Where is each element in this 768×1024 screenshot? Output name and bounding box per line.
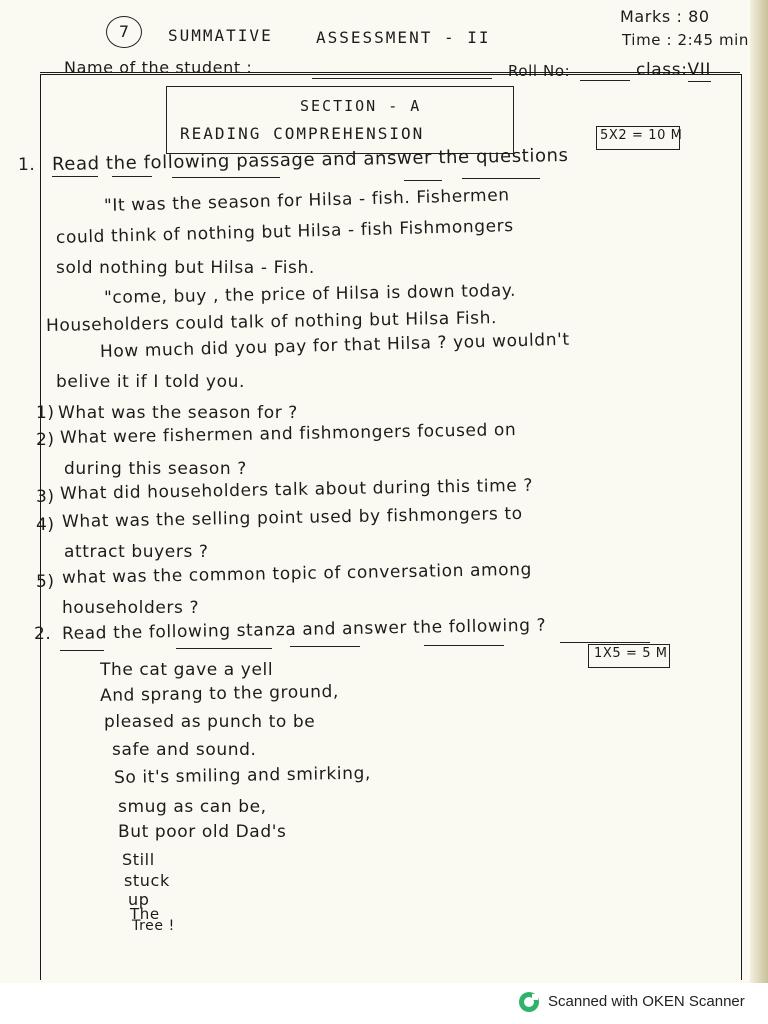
q1-sub-2-line-1: What were fishermen and fishmongers focused on bbox=[59, 420, 517, 448]
underline-answer bbox=[462, 178, 540, 179]
q1-sub-3: What did householders talk about during this time ? bbox=[59, 475, 534, 504]
stanza-line-11: The bbox=[130, 905, 160, 923]
header-rule bbox=[40, 72, 740, 73]
marks-total: Marks : 80 bbox=[620, 7, 710, 26]
underline-the bbox=[112, 176, 152, 177]
page-edge-shadow bbox=[750, 0, 768, 983]
underline-q2-stanza bbox=[290, 646, 360, 647]
q1-number: 1. bbox=[18, 155, 36, 175]
q1-sub-2-num: 2) bbox=[36, 430, 55, 450]
title-left: SUMMATIVE bbox=[168, 26, 273, 45]
q1-instruction: Read the following passage and answer the questions bbox=[51, 144, 569, 175]
q1-sub-3-num: 3) bbox=[36, 487, 55, 507]
stanza-line-6: smug as can be, bbox=[118, 797, 267, 817]
q2-number: 2. bbox=[34, 624, 52, 644]
passage-line-3: sold nothing but Hilsa - Fish. bbox=[56, 258, 315, 278]
passage-line-7: belive it if I told you. bbox=[56, 372, 245, 392]
q1-sub-4-line-2: attract buyers ? bbox=[64, 542, 209, 562]
underline-following bbox=[172, 177, 280, 178]
stanza-line-7: But poor old Dad's bbox=[118, 822, 287, 842]
student-name-label: Name of the student : bbox=[64, 58, 253, 77]
q1-sub-5-line-2: householders ? bbox=[62, 598, 200, 618]
stanza-line-5: So it's smiling and smirking, bbox=[113, 763, 372, 788]
q1-sub-1: What was the season for ? bbox=[58, 403, 298, 423]
q1-sub-5-line-1: what was the common topic of conversation among bbox=[61, 559, 533, 588]
passage-line-2: could think of nothing but Hilsa - fish Fishmongers bbox=[55, 216, 514, 248]
oken-scanner-icon bbox=[518, 991, 540, 1013]
stanza-line-9: stuck bbox=[124, 871, 170, 890]
question-paper-number: 7 bbox=[106, 16, 142, 48]
q1-sub-2-line-2: during this season ? bbox=[64, 459, 247, 479]
underline-and bbox=[404, 180, 442, 181]
q2-instruction: Read the following stanza and answer the following ? bbox=[61, 615, 547, 644]
stanza-line-10: up bbox=[128, 890, 150, 909]
q1-sub-4-num: 4) bbox=[36, 515, 55, 535]
passage-line-6: How much did you pay for that Hilsa ? you wouldn't bbox=[99, 329, 570, 362]
class-label-text: class: bbox=[636, 60, 688, 80]
stanza-line-12: Tree ! bbox=[132, 918, 175, 934]
q1-sub-4-line-1: What was the selling point used by fishmongers to bbox=[61, 503, 523, 532]
underline-q2-read bbox=[60, 650, 104, 651]
underline-q2-following bbox=[176, 648, 272, 649]
scanner-watermark-text: Scanned with OKEN Scanner bbox=[548, 993, 745, 1010]
stanza-line-1: The cat gave a yell bbox=[100, 660, 274, 680]
stanza-line-8: Still bbox=[122, 850, 155, 869]
roll-no-label: Roll No: bbox=[508, 62, 571, 80]
time-allowed: Time : 2:45 min bbox=[622, 31, 750, 49]
stanza-line-4: safe and sound. bbox=[112, 740, 257, 760]
q1-sub-5-num: 5) bbox=[36, 572, 55, 592]
title-right: ASSESSMENT - II bbox=[316, 28, 491, 47]
underline-q2-answer bbox=[424, 645, 504, 646]
stanza-line-3: pleased as punch to be bbox=[104, 712, 316, 732]
stanza-line-2: And sprang to the ground, bbox=[99, 681, 340, 706]
underline-read bbox=[52, 176, 98, 177]
underline-q2-following-2 bbox=[560, 642, 650, 643]
section-title: SECTION - A bbox=[300, 97, 422, 115]
passage-line-4: "come, buy , the price of Hilsa is down today. bbox=[103, 280, 517, 308]
q2-marks: 1X5 = 5 M bbox=[594, 646, 668, 661]
section-subtitle: READING COMPREHENSION bbox=[180, 124, 425, 143]
q1-sub-1-num: 1) bbox=[36, 403, 55, 423]
q1-marks: 5X2 = 10 M bbox=[600, 128, 683, 143]
passage-line-5: Householders could talk of nothing but Hilsa Fish. bbox=[45, 308, 498, 336]
passage-line-1: "It was the season for Hilsa - fish. Fishermen bbox=[103, 185, 510, 216]
class-value: VII bbox=[687, 60, 711, 80]
